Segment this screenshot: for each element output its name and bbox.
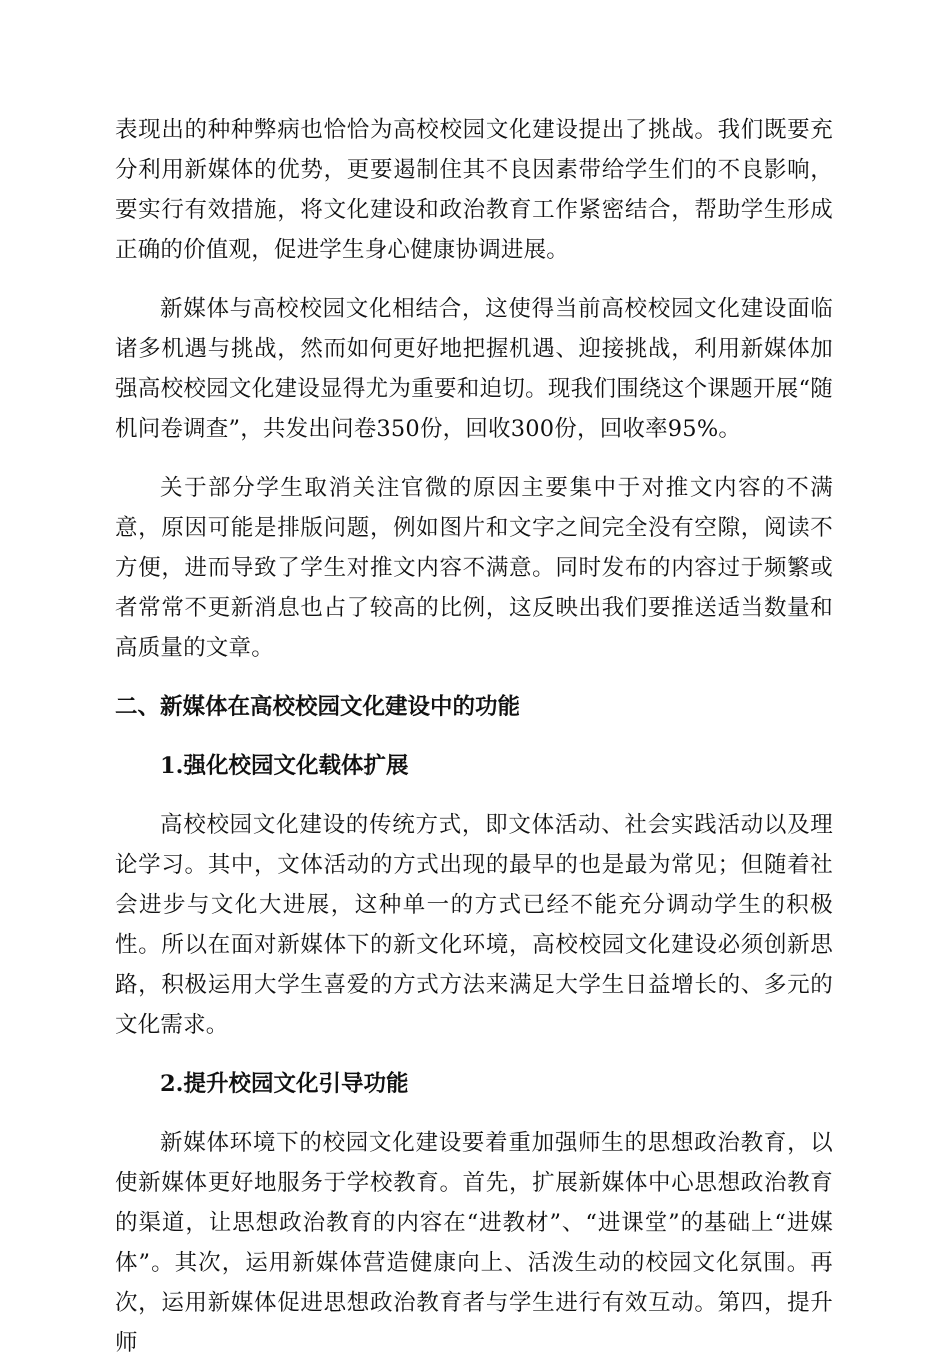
paragraph-gap [115,270,833,289]
subheading-guidance-function: 2.提升校园文化引导功能 [160,1071,409,1097]
paragraph-political-education: 新媒体环境下的校园文化建设要着重加强师生的思想政治教育，以使新媒体更好地服务于学校教育。首先，扩展新媒体中心思想政治教育的渠道，让思想政治教育的内容在“进教材”、“进课堂”的基础上“进媒体”。其次，运用新媒体营造健康向上、活泼生动的校园文化氛围。再次，运用新媒体促进思想政治教育者与学生进行有效互动。第四，提升师 [115,1130,833,1356]
paragraph-traditional-methods: 高校校园文化建设的传统方式，即文体活动、社会实践活动以及理论学习。其中，文体活动的方式出现的最早的也是最为常见；但随着社会进步与文化大进展，这种单一的方式已经不能充分调动学生的积极性。所以在面对新媒体下的新文化环境，高校校园文化建设必须创新思路，积极运用大学生喜爱的方式方法来满足大学生日益增长的、多元的文化需求。 [115,812,833,1038]
paragraph-continuation: 表现出的种种弊病也恰恰为高校校园文化建设提出了挑战。我们既要充分利用新媒体的优势，更要遏制住其不良因素带给学生们的不良影响，要实行有效措施，将文化建设和政治教育工作紧密结合，帮助学生形成正确的价值观，促进学生身心健康协调进展。 [115,117,833,263]
paragraph-survey: 新媒体与高校校园文化相结合，这使得当前高校校园文化建设面临诸多机遇与挑战，然而如何更好地把握机遇、迎接挑战，利用新媒体加强高校校园文化建设显得尤为重要和迫切。现我们围绕这个课题开展“随机问卷调查”，共发出问卷350份，回收300份，回收率95%。 [115,296,833,442]
paragraph-gap [115,1104,833,1123]
paragraph-gap [115,668,833,687]
paragraph-gap [115,449,833,468]
paragraph-gap [115,786,833,805]
subheading-carrier-expansion: 1.强化校园文化载体扩展 [160,753,409,779]
paragraph-unfollow-reasons: 关于部分学生取消关注官微的原因主要集中于对推文内容的不满意，原因可能是排版问题，例如图片和文字之间完全没有空隙，阅读不方便，进而导致了学生对推文内容不满意。同时发布的内容过于频繁或者常常不更新消息也占了较高的比例，这反映出我们要推送适当数量和高质量的文章。 [115,475,833,661]
section-heading: 二、新媒体在高校校园文化建设中的功能 [115,694,521,720]
paragraph-gap [115,1045,833,1064]
paragraph-gap [115,727,833,746]
document-body [115,110,833,1363]
